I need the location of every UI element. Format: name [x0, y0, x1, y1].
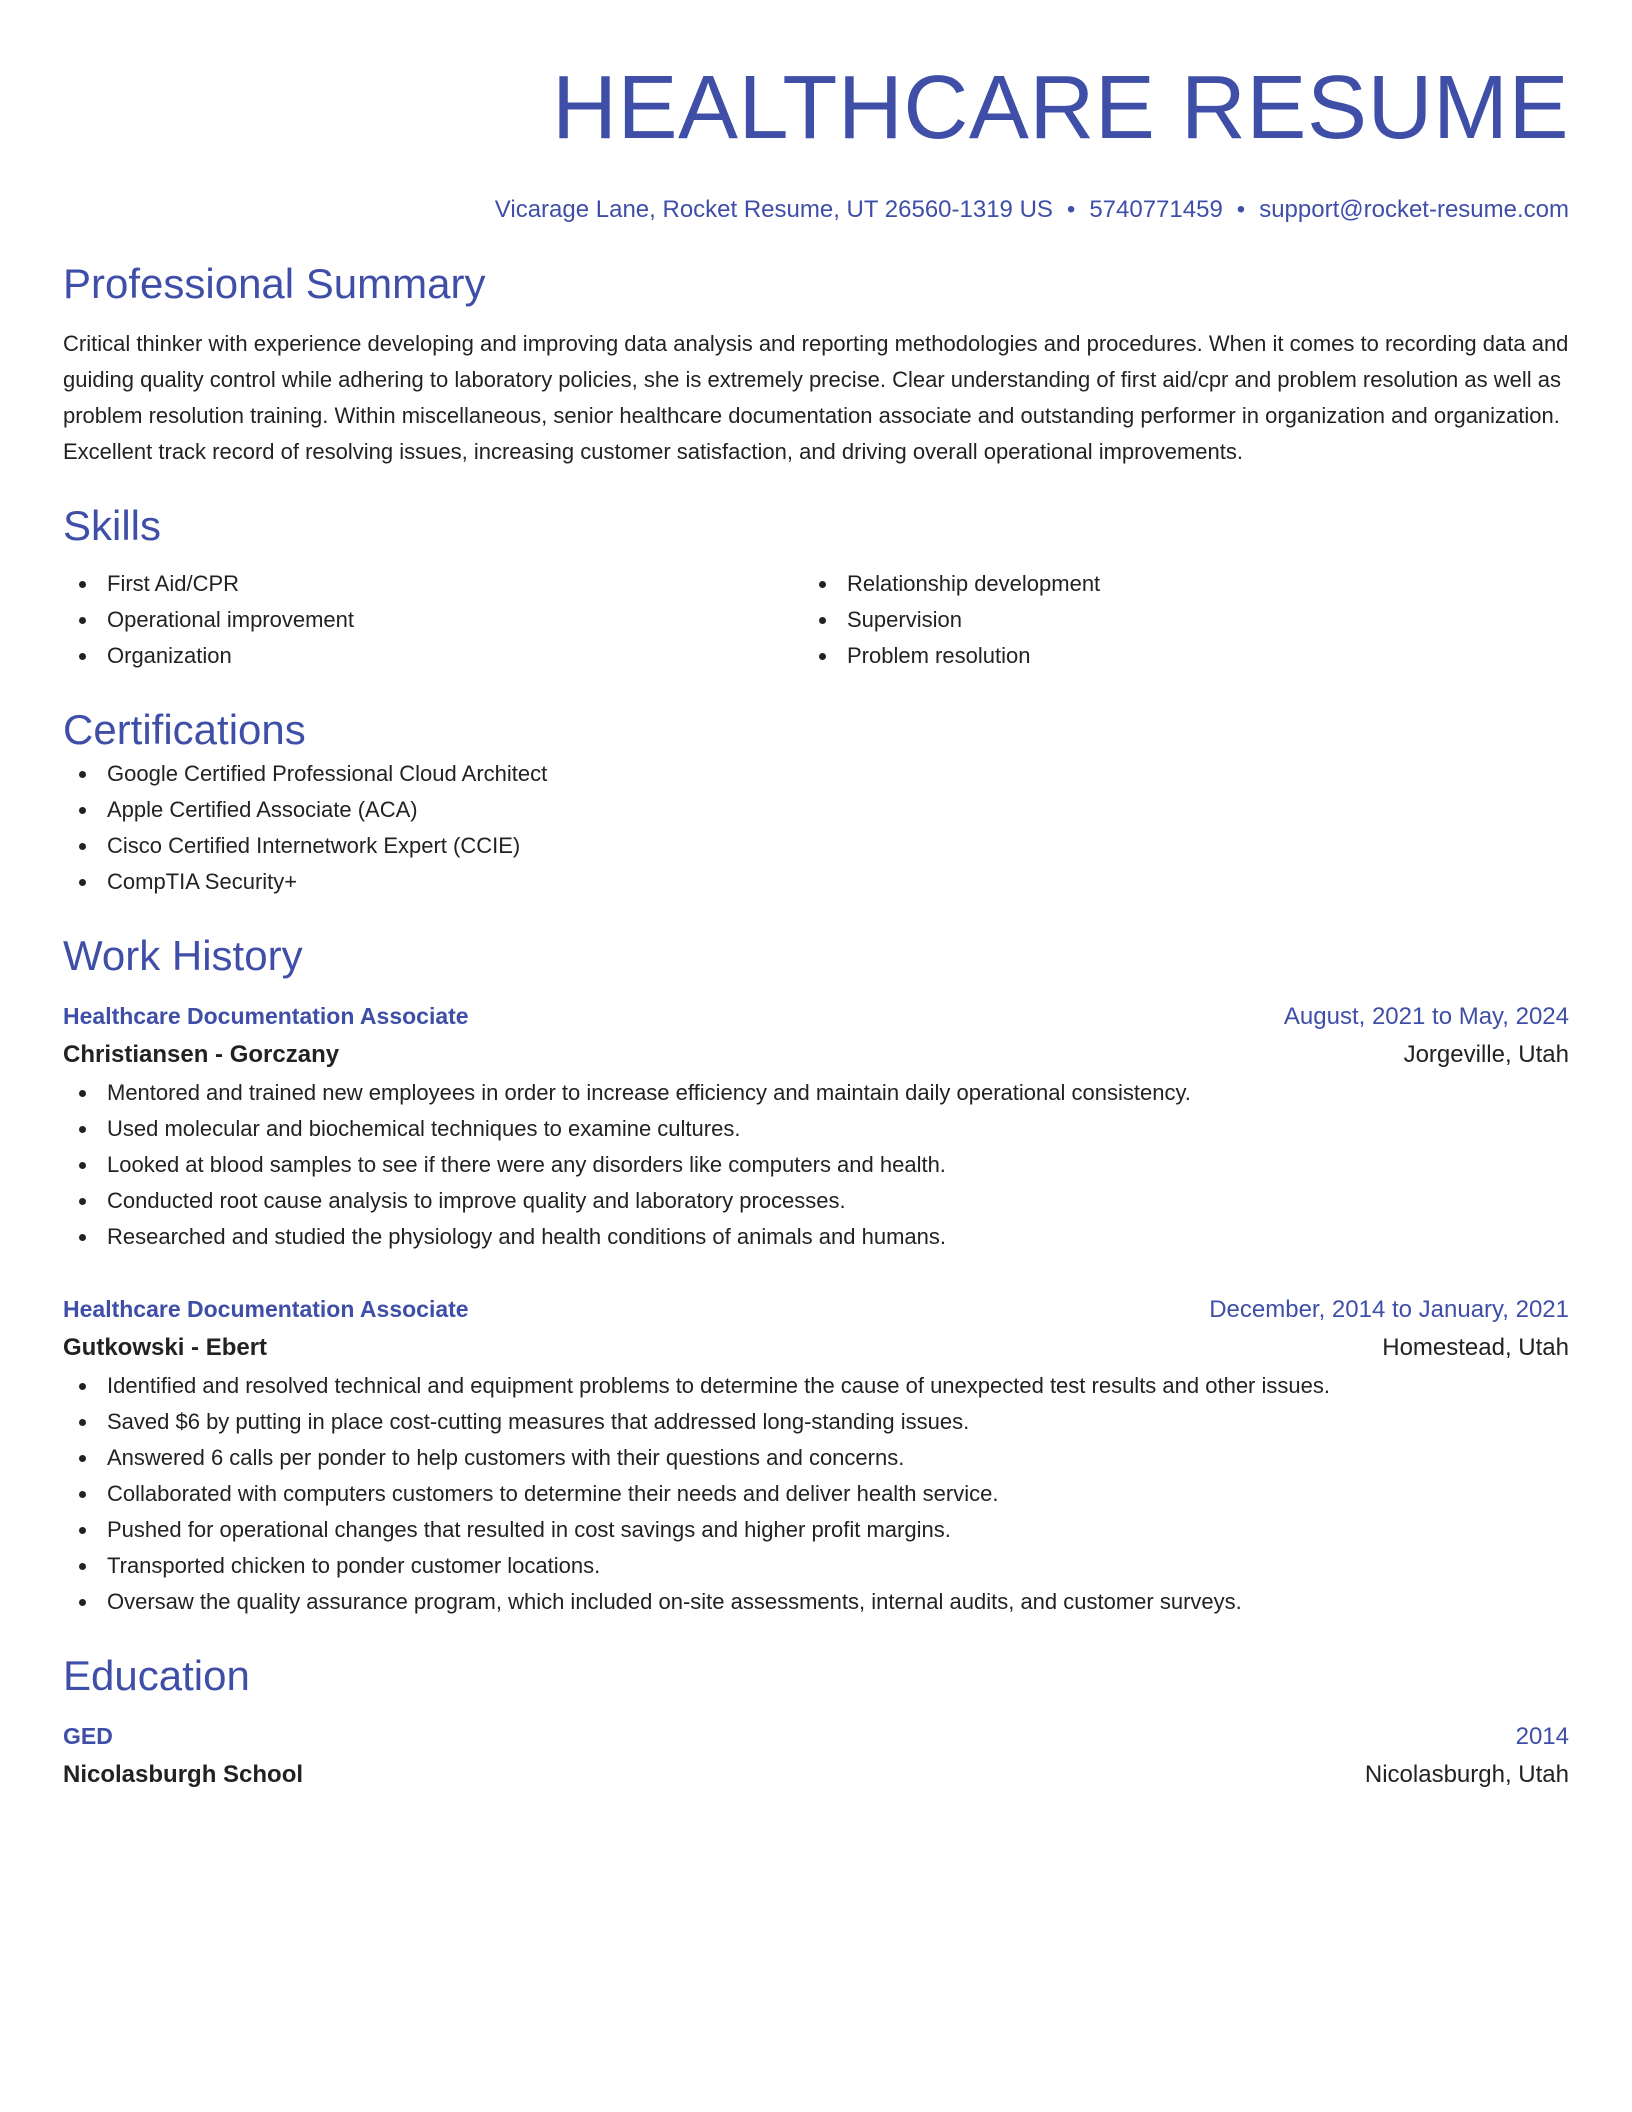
education-location: Nicolasburgh, Utah — [1364, 1761, 1569, 1788]
education-entry — [63, 1718, 1569, 1795]
job-company: Christiansen - Gorczany — [63, 1041, 340, 1068]
skills-section — [63, 500, 1569, 674]
job-bullet: Pushed for operational changes that resulted in cost savings and higher profit margins. — [63, 1512, 1569, 1548]
education-section — [63, 1650, 1569, 1795]
summary-section — [63, 258, 1569, 470]
skill-item: First Aid/CPR — [63, 566, 803, 602]
certification-item: Google Certified Professional Cloud Architect — [63, 756, 1569, 792]
job-bullet: Saved $6 by putting in place cost-cutting measures that addressed long-standing issues. — [63, 1404, 1569, 1440]
certifications-section — [63, 704, 1569, 900]
job-dates: August, 2021 to May, 2024 — [1283, 1003, 1569, 1030]
contact-line — [63, 194, 1569, 226]
job-bullet: Identified and resolved technical and equipment problems to determine the cause of unexpected test results and other issues. — [63, 1368, 1569, 1404]
work-history-section — [63, 930, 1569, 1620]
job-bullet: Used molecular and biochemical techniques to examine cultures. — [63, 1111, 1569, 1147]
education-degree: GED — [63, 1723, 113, 1749]
skills-grid — [63, 566, 1569, 674]
job-bullet: Transported chicken to ponder customer locations. — [63, 1548, 1569, 1584]
job-location: Homestead, Utah — [1382, 1334, 1569, 1361]
resume-header — [63, 58, 1569, 226]
job-bullet: Researched and studied the physiology and health conditions of animals and humans. — [63, 1219, 1569, 1255]
resume-name: HEALTHCARE RESUME — [551, 58, 1569, 158]
skill-item: Organization — [63, 638, 803, 674]
skill-item: Supervision — [803, 602, 1543, 638]
certification-item: Apple Certified Associate (ACA) — [63, 792, 1569, 828]
job-bullets — [63, 1368, 1569, 1620]
education-year: 2014 — [1515, 1723, 1569, 1750]
job-entry — [63, 1291, 1569, 1620]
job-bullet: Answered 6 calls per ponder to help customers with their questions and concerns. — [63, 1440, 1569, 1476]
skill-item: Relationship development — [803, 566, 1543, 602]
job-location: Jorgeville, Utah — [1403, 1041, 1569, 1068]
summary-heading: Professional Summary — [63, 260, 486, 307]
job-title: Healthcare Documentation Associate — [63, 1003, 469, 1029]
certifications-list — [63, 756, 1569, 900]
job-dates: December, 2014 to January, 2021 — [1209, 1296, 1569, 1323]
contact-email[interactable]: support@rocket-resume.com — [1259, 196, 1569, 223]
job-title: Healthcare Documentation Associate — [63, 1296, 469, 1322]
job-bullet: Conducted root cause analysis to improve quality and laboratory processes. — [63, 1183, 1569, 1219]
job-bullets — [63, 1075, 1569, 1255]
skills-column-left — [63, 566, 803, 674]
certifications-heading: Certifications — [63, 706, 306, 753]
skill-item: Operational improvement — [63, 602, 803, 638]
work-history-heading: Work History — [63, 932, 303, 979]
job-company: Gutkowski - Ebert — [63, 1334, 268, 1361]
contact-separator: • — [1236, 196, 1246, 223]
certification-item: CompTIA Security+ — [63, 864, 1569, 900]
skills-column-right — [803, 566, 1543, 674]
education-heading: Education — [63, 1652, 250, 1699]
job-entry — [63, 998, 1569, 1255]
contact-address: Vicarage Lane, Rocket Resume, UT 26560-1319 US — [494, 196, 1053, 223]
job-bullet: Collaborated with computers customers to determine their needs and deliver health service. — [63, 1476, 1569, 1512]
summary-text: Critical thinker with experience developing and improving data analysis and reporting methodologies and procedures. When it comes to recording data and guiding quality control while adhering to laboratory policies, she is extremely precise. Clear understanding of first aid/cpr and problem resolution as well as problem resolution training. Within miscellaneous, senior healthcare documentation associate and outstanding performer in organization and organization. Excellent track record of resolving issues, increasing customer satisfaction, and driving overall operational improvements. — [63, 331, 1569, 464]
contact-phone: 5740771459 — [1089, 196, 1223, 223]
contact-separator: • — [1066, 196, 1076, 223]
job-bullet: Looked at blood samples to see if there were any disorders like computers and health. — [63, 1147, 1569, 1183]
certification-item: Cisco Certified Internetwork Expert (CCIE) — [63, 828, 1569, 864]
education-school: Nicolasburgh School — [63, 1761, 304, 1788]
skill-item: Problem resolution — [803, 638, 1543, 674]
job-bullet: Oversaw the quality assurance program, which included on-site assessments, internal audits, and customer surveys. — [63, 1584, 1569, 1620]
job-bullet: Mentored and trained new employees in order to increase efficiency and maintain daily operational consistency. — [63, 1075, 1569, 1111]
skills-heading: Skills — [63, 502, 162, 549]
